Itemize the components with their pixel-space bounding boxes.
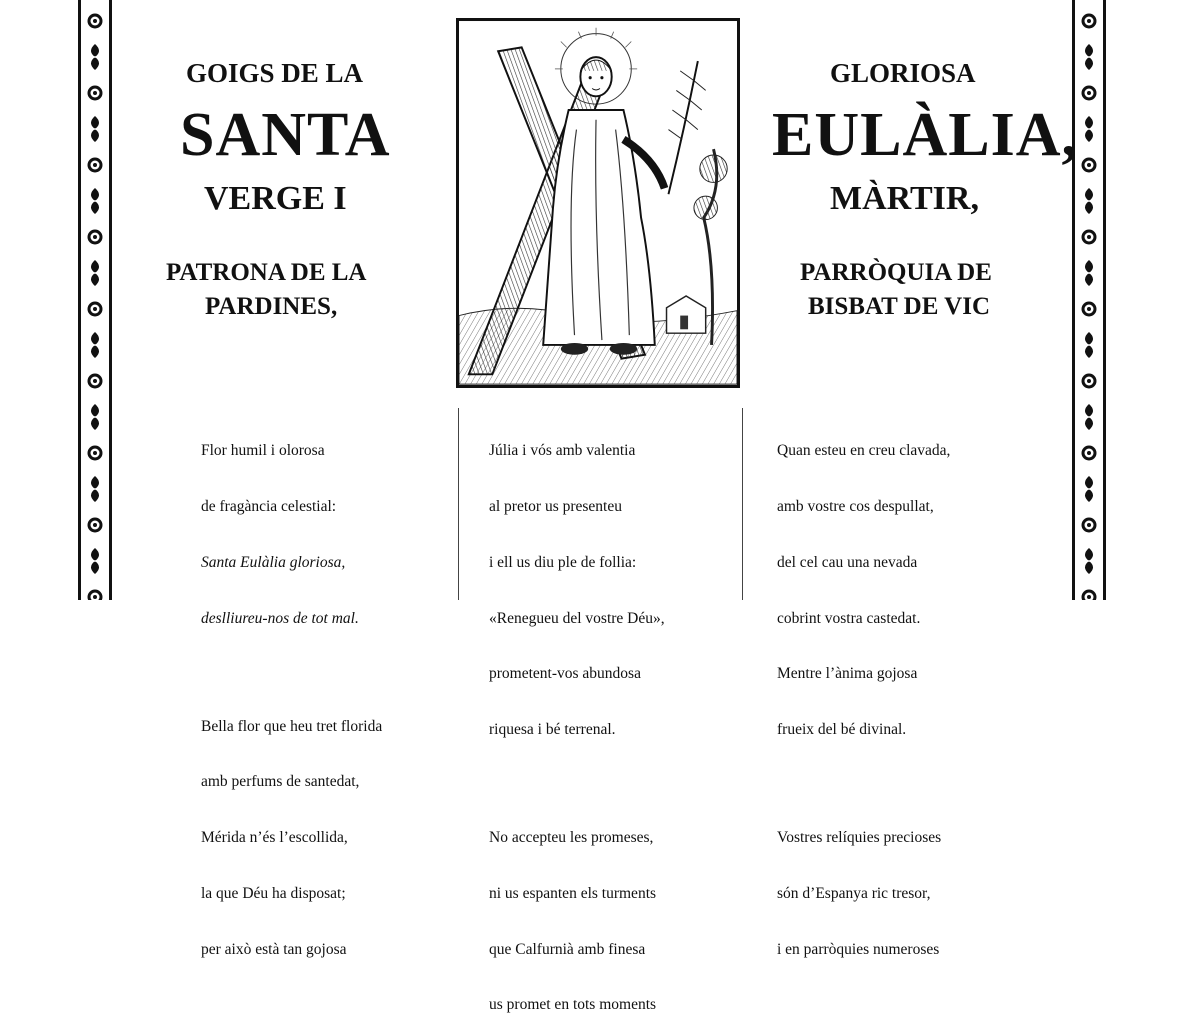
- fleuron-ornament-icon: [1080, 402, 1098, 432]
- fleuron-ornament-icon: [1080, 546, 1098, 576]
- right-ornamental-border: [1072, 0, 1106, 600]
- verse-line: Mentre l’ànima gojosa: [777, 665, 918, 683]
- verse-line: frueix del bé divinal.: [777, 721, 907, 739]
- title-left-line2: SANTA: [180, 101, 391, 169]
- rosette-ornament-icon: [1080, 78, 1098, 108]
- verse-line: riquesa i bé terrenal.: [489, 721, 616, 739]
- verse-line: la que Déu ha disposat;: [201, 884, 346, 902]
- rosette-ornament-icon: [1080, 438, 1098, 468]
- title-right-line1: GLORIOSA: [830, 58, 976, 88]
- verse-line: «Renegueu del vostre Déu»,: [489, 609, 665, 627]
- rosette-ornament-icon: [86, 366, 104, 396]
- rosette-ornament-icon: [86, 6, 104, 36]
- fleuron-ornament-icon: [86, 330, 104, 360]
- fleuron-ornament-icon: [86, 474, 104, 504]
- rosette-ornament-icon: [86, 510, 104, 540]
- verse-line: Júlia i vós amb valentia: [489, 442, 636, 460]
- verse-line: amb vostre cos despullat,: [777, 497, 934, 515]
- verse-line: són d’Espanya ric tresor,: [777, 884, 931, 902]
- rosette-ornament-icon: [86, 582, 104, 600]
- verse-line: Mérida n’és l’escollida,: [201, 829, 348, 847]
- verse-line: Flor humil i olorosa: [201, 442, 325, 460]
- rosette-ornament-icon: [1080, 150, 1098, 180]
- verse-column-1: [201, 405, 382, 978]
- title-left-line3: VERGE I: [204, 180, 347, 217]
- verse-line: de fragància celestial:: [201, 497, 337, 515]
- verse-line: amb perfums de santedat,: [201, 773, 360, 791]
- saint-eulalia-woodcut-icon: [459, 21, 737, 385]
- verse-line: No accepteu les promeses,: [489, 829, 654, 847]
- left-ornamental-border: [78, 0, 112, 600]
- fleuron-ornament-icon: [86, 402, 104, 432]
- refrain-line: Santa Eulàlia gloriosa,: [201, 553, 346, 571]
- title-left-line5: PARDINES,: [205, 293, 338, 320]
- verse-column-2: [489, 405, 665, 1034]
- verse-line: i ell us diu ple de follia:: [489, 553, 637, 571]
- fleuron-ornament-icon: [1080, 114, 1098, 144]
- fleuron-ornament-icon: [1080, 186, 1098, 216]
- fleuron-ornament-icon: [1080, 42, 1098, 72]
- fleuron-ornament-icon: [86, 546, 104, 576]
- title-right-line3: MÀRTIR,: [830, 180, 979, 217]
- rosette-ornament-icon: [1080, 510, 1098, 540]
- verse-line: que Calfurnià amb finesa: [489, 940, 646, 958]
- verse-line: i en parròquies numeroses: [777, 940, 940, 958]
- fleuron-ornament-icon: [1080, 330, 1098, 360]
- fleuron-ornament-icon: [86, 114, 104, 144]
- fleuron-ornament-icon: [86, 258, 104, 288]
- rosette-ornament-icon: [1080, 366, 1098, 396]
- rosette-ornament-icon: [1080, 6, 1098, 36]
- verse-line: ni us espanten els turments: [489, 884, 657, 902]
- title-right-line4: PARRÒQUIA DE: [800, 259, 992, 286]
- saint-eulalia-woodcut-image: [456, 18, 740, 388]
- rosette-ornament-icon: [86, 438, 104, 468]
- refrain-line: deslliureu-nos de tot mal.: [201, 609, 359, 627]
- title-right-line5: BISBAT DE VIC: [808, 293, 991, 320]
- verse-line: us promet en tots moments: [489, 996, 657, 1014]
- verse-line: cobrint vostra castedat.: [777, 609, 921, 627]
- verse-line: per això està tan gojosa: [201, 940, 347, 958]
- column-divider-1: [458, 408, 459, 600]
- title-left-line4: PATRONA DE LA: [166, 259, 367, 286]
- fleuron-ornament-icon: [1080, 474, 1098, 504]
- verse-line: al pretor us presenteu: [489, 497, 622, 515]
- fleuron-ornament-icon: [1080, 258, 1098, 288]
- rosette-ornament-icon: [86, 150, 104, 180]
- verse-line: Quan esteu en creu clavada,: [777, 442, 951, 460]
- rosette-ornament-icon: [86, 294, 104, 324]
- rosette-ornament-icon: [1080, 222, 1098, 252]
- verse-line: Vostres relíquies precioses: [777, 829, 942, 847]
- verse-line: del cel cau una nevada: [777, 553, 918, 571]
- rosette-ornament-icon: [1080, 582, 1098, 600]
- verse-line: prometent-vos abundosa: [489, 665, 641, 683]
- rosette-ornament-icon: [86, 222, 104, 252]
- column-divider-2: [742, 408, 743, 600]
- verse-column-3: [777, 405, 950, 978]
- fleuron-ornament-icon: [86, 42, 104, 72]
- verse-line: Bella flor que heu tret florida: [201, 717, 383, 735]
- rosette-ornament-icon: [1080, 294, 1098, 324]
- fleuron-ornament-icon: [86, 186, 104, 216]
- rosette-ornament-icon: [86, 78, 104, 108]
- title-left-line1: GOIGS DE LA: [186, 58, 364, 88]
- title-right-line2: EULÀLIA,: [772, 101, 1079, 169]
